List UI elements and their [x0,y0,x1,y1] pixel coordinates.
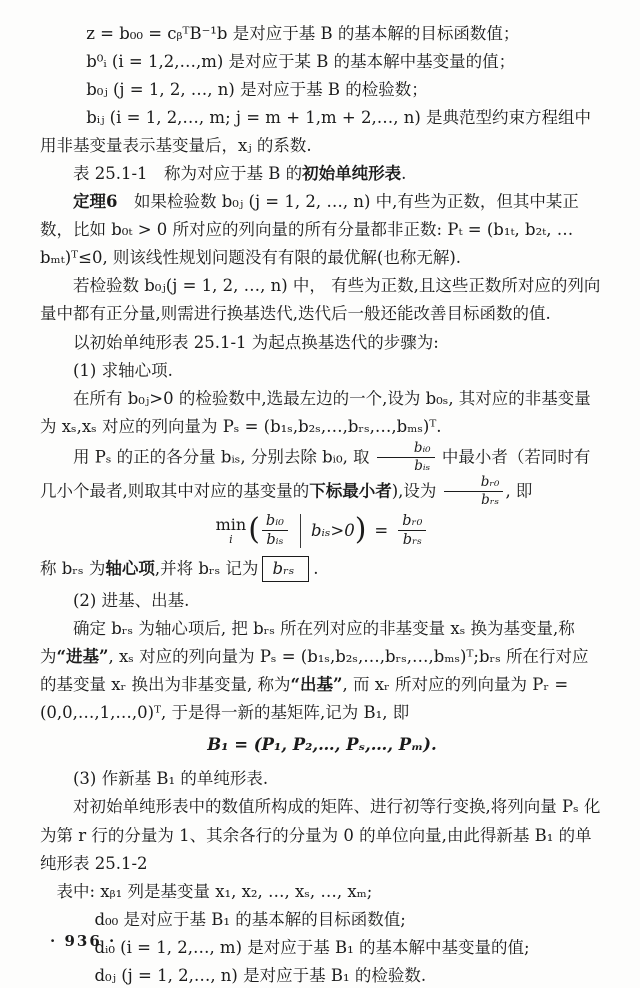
basis-matrix-equation: B₁ = (P₁, P₂,…, Pₛ,…, Pₘ). [207,735,437,755]
step2-title: (2) 进基、出基. [73,591,190,611]
pivot-name-text-3: . [313,559,319,579]
note-di0: dᵢ₀ (i = 1, 2,…, m) 是对应于基 B₁ 的基本解中基变量的值; [94,937,530,957]
definition-line-bij: bᵢⱼ (i = 1, 2,…, m; j = m + 1,m + 2,…, n) 是典范型约束方程组中用非基变量表示基变量后，xⱼ 的系数. [40,108,592,156]
note-d0j: d₀ⱼ (j = 1, 2,…, n) 是对应于基 B₁ 的检验数. [94,965,427,985]
theorem-6-body: 如果检验数 b₀ⱼ (j = 1, 2, …, n) 中,有些为正数，但其中某正数，比如 b₀ₜ > 0 所对应的列向量的所有分量都非正数: Pₜ = (b₁ₜ, b₂ₜ, …bₘₜ)ᵀ≤0, 则该线性规划问题没有有限的最优解(也称无解). [40,192,579,268]
condition-divider-bar [300,514,301,548]
step3-body: 对初始单纯形表中的数值所构成的矩阵、进行初等行变换,将列向量 Pₛ 化为第 r 行的分量为 1、其余各行的分量为 0 的单位向量,由此得新基 B₁ 的单纯形表 25.1-2 [40,797,601,873]
table-reference-line [40,160,604,188]
fraction-numerator: bᵣ₀ [398,513,426,532]
step1-title: (1) 求轴心项. [73,360,173,380]
step2-text-1: 确定 bᵣₛ 为轴心项后, 把 bᵣₛ 所在列对应的非基变量 xₛ 换为基变量,称为 [40,619,575,667]
definition-line-b0j: b₀ⱼ (j = 1, 2, …, n) 是对应于基 B 的检验数； [86,80,428,100]
left-parenthesis: ( [248,511,260,547]
note-d00: d₀₀ 是对应于基 B₁ 的基本解的目标函数值; [94,909,406,929]
min-subscript: i [229,532,233,546]
term-initial-simplex-table: 初始单纯形表 [302,164,402,184]
fraction-numerator: bᵢ₀ [377,441,435,459]
equals-sign: = [374,520,389,540]
page-number: · 936 · [50,931,117,950]
min-operator [215,514,247,546]
pivot-name-text-1: 称 bᵣₛ 为 [40,559,106,579]
fraction-denominator: bᵢₛ [266,532,284,549]
boxed-pivot-element: bᵣₛ [262,556,309,582]
definition-line-bi0: b⁰ᵢ (i = 1,2,…,m) 是对应于某 B 的基本解中基变量的值； [86,52,516,72]
pivot-name-text-2: ,并将 bᵣₛ 记为 [154,559,259,579]
pivot-ratio-paragraph [40,441,604,509]
iterate-paragraph: 若检验数 b₀ⱼ(j = 1, 2, …, n) 中， 有些为正数,且这些正数所对应的列向量中都有正分量,则需进行换基迭代,迭代后一般还能改善目标函数的值. [40,276,601,324]
pivot-text-4: , 即 [505,481,533,501]
basis-matrix-formula [40,731,604,759]
definition-list [40,20,604,160]
display-fraction-lhs [262,513,288,549]
term-leave-basis: “出基” [290,675,343,695]
step2-text-3: , 而 xᵣ 所对应的列向量为 Pᵣ = (0,0,…,1,…,0)ᵀ, 于是得一新的基矩阵,记为 B₁, 即 [40,675,569,723]
inline-fraction-br0-brs [444,475,504,509]
pivot-naming-line [40,555,604,583]
table-notes-intro: 表中: xᵦ₁ 列是基变量 x₁, x₂, …, xₛ, …, xₘ; [56,881,373,901]
pivot-text-2: 中最小者（若同时有几小个最者,则取其中对应的基变量的 [40,447,591,501]
table-ref-text: 表 25.1-1 称为对应于基 B 的 [73,164,303,184]
term-smallest-subscript: 下标最小者 [309,481,392,501]
fraction-numerator: bᵢ₀ [262,513,288,532]
condition-text: bᵢₛ>0 [310,520,355,540]
theorem-6-label: 定理6 [73,192,118,212]
term-enter-basis: “进基” [56,647,109,667]
min-label: min [215,514,247,534]
table-notes-list [40,906,604,988]
table-ref-period: . [401,164,407,184]
step2-body [40,615,604,727]
fraction-denominator: bᵣₛ [402,532,422,549]
fraction-denominator: bᵢₛ [414,458,431,475]
step3-title: (3) 作新基 B₁ 的单纯形表. [73,769,269,789]
fraction-denominator: bᵣₛ [481,492,499,509]
fraction-numerator: bᵣ₀ [444,475,504,493]
right-parenthesis: ) [354,511,367,547]
inline-fraction-bi0-bis [377,441,435,475]
definition-line-z: z = b₀₀ = cᵦᵀB⁻¹b 是对应于基 B 的基本解的目标函数值； [86,24,520,43]
steps-intro: 以初始单纯形表 25.1-1 为起点换基迭代的步骤为: [73,332,439,352]
theorem-6 [40,188,604,272]
min-ratio-formula [40,513,604,549]
step2-text-2: , xₛ 对应的列向量为 Pₛ = (b₁ₛ,b₂ₛ,…,bᵣₛ,…,bₘₛ)ᵀ;bᵣₛ 所在行对应的基变量 xᵣ 换出为非基变量, 称为 [40,647,589,695]
display-fraction-rhs [398,513,426,549]
term-pivot-item: 轴心项 [105,559,155,579]
step1-body: 在所有 b₀ⱼ>0 的检验数中,选最左边的一个,设为 b₀ₛ, 其对应的非基变量为 xₛ,xₛ 对应的列向量为 Pₛ = (b₁ₛ,b₂ₛ,…,bᵣₛ,…,bₘₛ)ᵀ. [40,388,591,436]
pivot-text-3: ),设为 [391,481,442,501]
pivot-text-1: 用 Pₛ 的正的各分量 bᵢₛ, 分别去除 bᵢ₀, 取 [73,447,375,467]
